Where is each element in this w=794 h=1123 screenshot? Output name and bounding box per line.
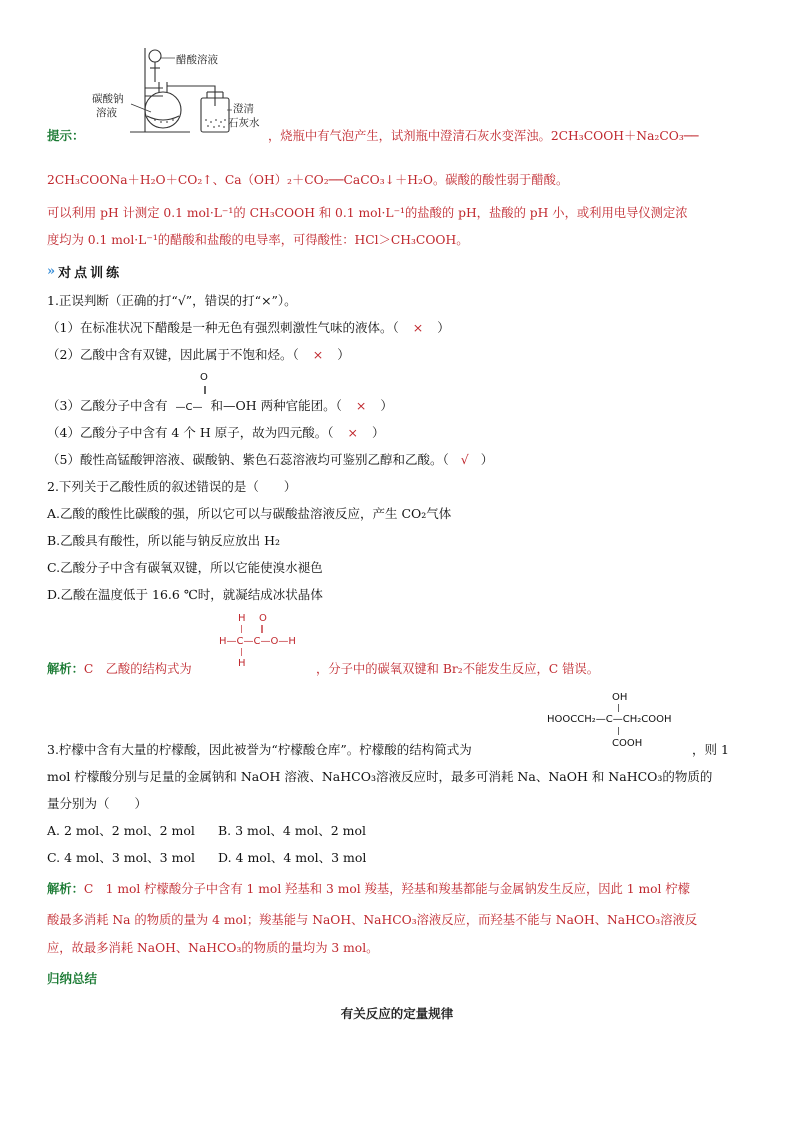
q1-item-3-end: ）	[380, 398, 393, 413]
q3-analysis-line-2: 酸最多消耗 Na 的物质的量为 4 mol；羧基能与 NaOH、NaHCO₃溶液反应，而羟基不能与 NaOH、NaHCO₃溶液反	[47, 913, 698, 927]
q1-item-2-mark: ×	[312, 347, 324, 362]
q1-item-3	[47, 396, 393, 414]
q3-analysis-line-1	[47, 879, 690, 897]
q1-item-3-text-a: （3）乙酸分子中含有	[47, 398, 168, 413]
acetic-struct-bond-2: ‖	[260, 624, 264, 633]
section-header	[47, 262, 122, 281]
acetic-struct-top-o: O	[259, 613, 267, 624]
acetic-struct-middle: H—C—C—O—H	[219, 636, 296, 647]
hint-line-3: 可以利用 pH 计测定 0.1 mol·L⁻¹的 CH₃COOH 和 0.1 mol·L⁻¹的盐酸的 pH，盐酸的 pH 小，或利用电导仪测定浓	[47, 206, 688, 220]
q3-option-d: D. 4 mol、4 mol、3 mol	[218, 850, 367, 865]
q2-analysis-text-a: C 乙酸的结构式为	[83, 662, 192, 676]
label-acetic-acid: 醋酸溶液	[176, 54, 218, 66]
q3-option-b: B. 3 mol、4 mol、2 mol	[218, 823, 367, 838]
carbonyl-o: O	[200, 372, 208, 383]
q3-analysis-line-3: 应，故最多消耗 NaOH、NaHCO₃的物质的量均为 3 mol。	[47, 941, 379, 955]
hint-line-1: ，烧瓶中有气泡产生，试剂瓶中澄清石灰水变浑浊。2CH₃COOH＋Na₂CO₃──	[268, 129, 699, 143]
q3-stem-b: ，则 1	[692, 742, 729, 757]
citric-struct-middle: HOOCCH₂—C—CH₂COOH	[547, 714, 672, 725]
q3-option-c: C. 4 mol、3 mol、3 mol	[47, 850, 195, 865]
hint-line-4: 度均为 0.1 mol·L⁻¹的醋酸和盐酸的电导率，可得酸性：HCl＞CH₃COOH。	[47, 233, 469, 247]
citric-struct-bottom: COOH	[612, 738, 643, 749]
q1-item-5	[47, 450, 493, 468]
q3-analysis-label: 解析：	[47, 881, 84, 896]
q1-item-4	[47, 423, 384, 441]
q1-item-5-text: （5）酸性高锰酸钾溶液、碳酸钠、紫色石蕊溶液均可鉴别乙醇和乙酸。（	[47, 452, 449, 467]
label-limewater-1: 澄清	[233, 103, 254, 115]
q3-stem-line-3: 量分别为（ ）	[47, 796, 148, 811]
q1-item-4-mark: ×	[347, 425, 358, 440]
q2-analysis-label: 解析：	[47, 661, 84, 676]
carbonyl-double-bond: ‖	[203, 385, 207, 394]
q1-item-1-text: （1）在标准状况下醋酸是一种无色有强烈刺激性气味的液体。（	[47, 320, 399, 335]
q3-stem-line-2: mol 柠檬酸分别与足量的金属钠和 NaOH 溶液、NaHCO₃溶液反应时，最多可消耗 Na、NaOH 和 NaHCO₃的物质的	[47, 769, 713, 784]
summary-label: 归纳总结	[47, 971, 98, 986]
acetic-struct-bottom-h: H	[238, 658, 246, 669]
q1-item-2	[47, 345, 350, 363]
q2-stem: 2.下列关于乙酸性质的叙述错误的是（ ）	[47, 479, 297, 494]
q1-item-2-text: （2）乙酸中含有双键，因此属于不饱和烃。（	[47, 347, 299, 362]
q1-item-5-mark: √	[460, 452, 469, 467]
q1-item-1-mark: ×	[412, 320, 424, 335]
q1-item-3-mark: ×	[355, 398, 367, 413]
citric-struct-bond-2: |	[617, 726, 620, 735]
q2-option-d: D.乙酸在温度低于 16.6 ℃时，就凝结成冰状晶体	[47, 587, 323, 602]
section-title: 对点训练	[58, 266, 123, 281]
label-sodium-carbonate-2: 溶液	[96, 107, 117, 119]
carbonyl-group: —C—	[175, 402, 203, 413]
q2-analysis-b: ，分子中的碳氧双键和 Br₂不能发生反应，C 错误。	[316, 662, 600, 676]
q1-stem: 1.正误判断（正确的打“√”，错误的打“×”）。	[47, 293, 297, 308]
citric-struct-bond-1: |	[617, 703, 620, 712]
q2-option-b: B.乙酸具有酸性，所以能与钠反应放出 H₂	[47, 533, 281, 548]
q1-item-4-end: ）	[371, 425, 385, 440]
q1-item-5-end: ）	[480, 452, 494, 467]
summary-title: 有关反应的定量规律	[340, 1006, 454, 1021]
hint-line-2: 2CH₃COONa＋H₂O＋CO₂↑、Ca（OH）₂＋CO₂──CaCO₃↓＋H₂O。碳酸的酸性弱于醋酸。	[47, 173, 569, 187]
hint-label: 提示：	[47, 128, 85, 143]
q3-option-a: A. 2 mol、2 mol、2 mol	[47, 823, 195, 838]
q2-option-c: C.乙酸分子中含有碳氧双键，所以它能使溴水褪色	[47, 560, 323, 575]
double-chevron-icon: »	[47, 264, 53, 279]
label-limewater-2: 石灰水	[228, 117, 260, 129]
q1-item-1-end: ）	[437, 320, 450, 335]
q1-item-1	[47, 318, 450, 336]
q1-item-3-text-b: 和—OH 两种官能团。（	[210, 398, 342, 413]
q2-analysis-a	[47, 659, 192, 677]
q3-stem-a: 3.柠檬中含有大量的柠檬酸，因此被誉为“柠檬酸仓库”。柠檬酸的结构简式为	[47, 742, 472, 757]
acetic-struct-top-h: H	[238, 613, 246, 624]
acetic-struct-bond-3: |	[240, 647, 243, 656]
acetic-struct-bond-1: |	[240, 624, 243, 633]
q2-option-a: A.乙酸的酸性比碳酸的强，所以它可以与碳酸盐溶液反应，产生 CO₂气体	[47, 506, 452, 521]
citric-struct-top: OH	[612, 692, 628, 703]
label-sodium-carbonate-1: 碳酸钠	[92, 93, 124, 105]
q1-item-2-end: ）	[337, 347, 350, 362]
q3-analysis-text: C 1 mol 柠檬酸分子中含有 1 mol 羟基和 3 mol 羧基，羟基和羧基都能与金属钠发生反应，因此 1 mol 柠檬	[83, 882, 690, 896]
q1-item-4-text: （4）乙酸分子中含有 4 个 H 原子，故为四元酸。（	[47, 425, 334, 440]
